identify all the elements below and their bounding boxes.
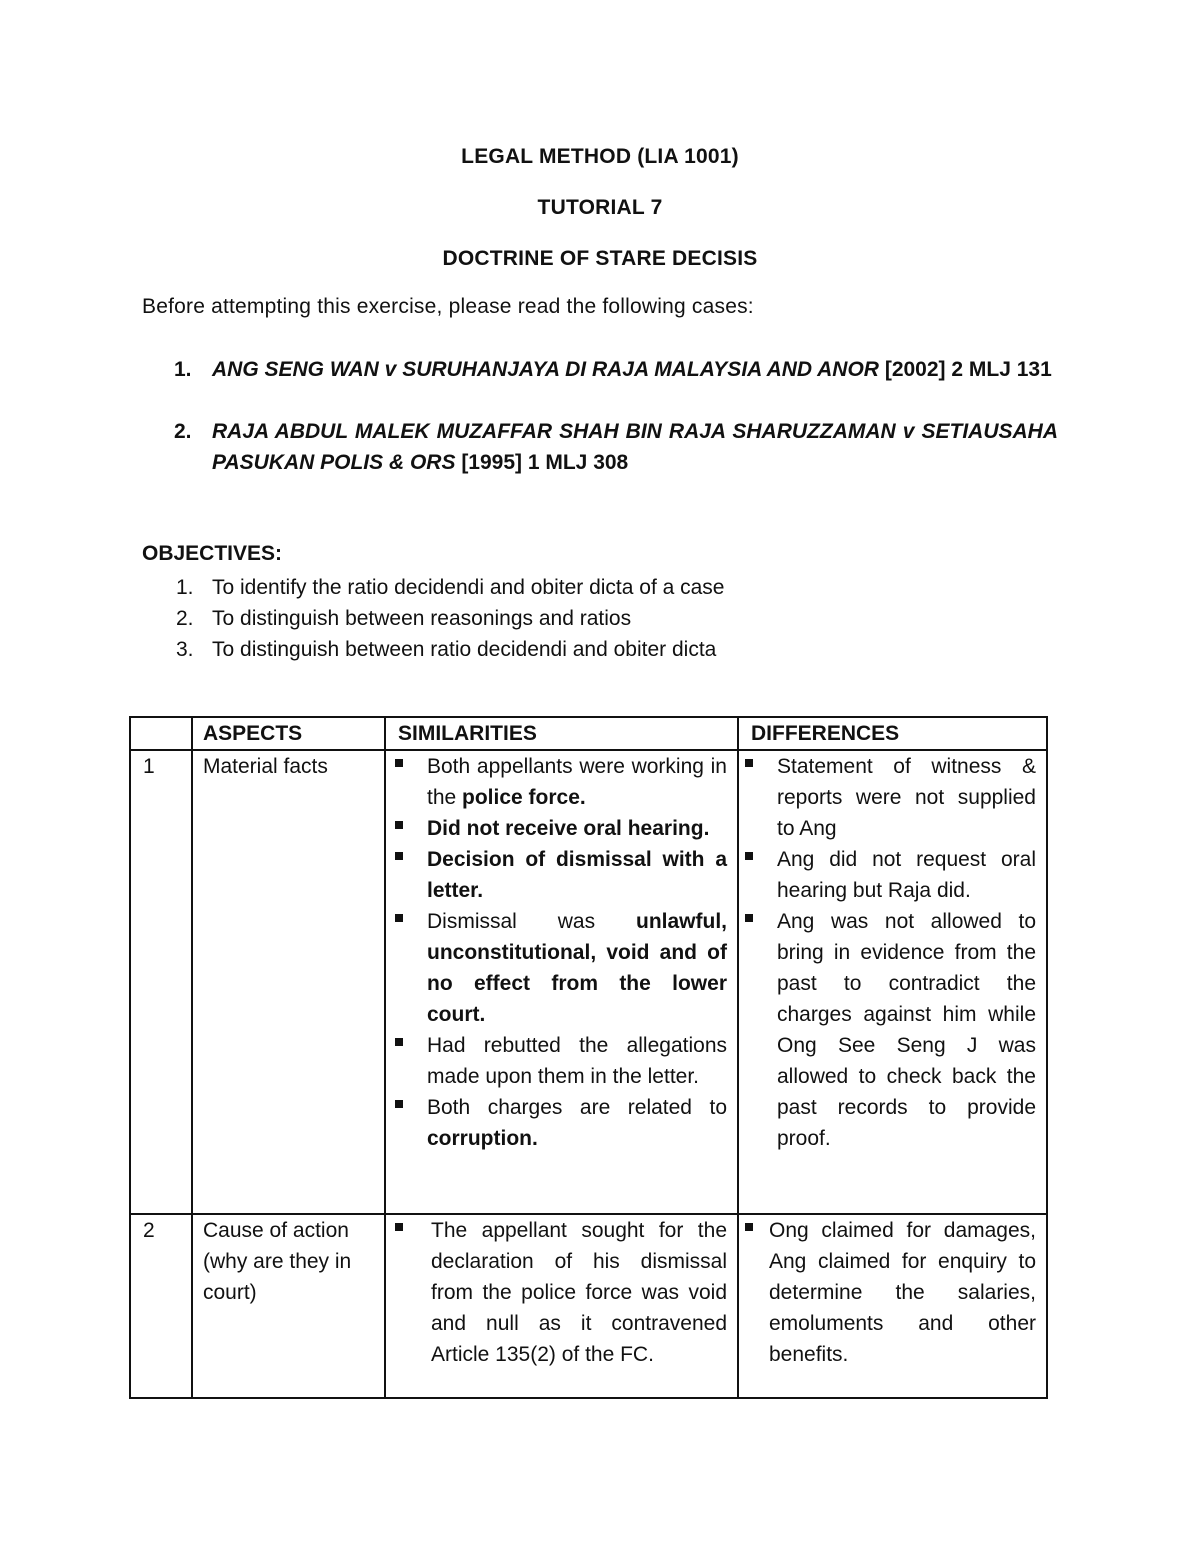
row-aspect: Material facts [192, 750, 385, 1214]
header-number [130, 717, 192, 750]
header-similarities: SIMILARITIES [385, 717, 738, 750]
differences-cell [738, 750, 1047, 1214]
bullet-icon [745, 852, 753, 860]
table-row [130, 750, 1047, 1214]
bullet-icon [395, 1038, 403, 1046]
objective-number: 3. [176, 638, 194, 661]
case-name: RAJA ABDUL MALEK MUZAFFAR SHAH BIN RAJA SHARUZZAMAN v SETIAUSAHA PASUKAN POLIS & ORS [212, 420, 1058, 474]
bullet-icon [395, 914, 403, 922]
objective-text: To distinguish between reasonings and ratios [212, 607, 632, 630]
objective-text: To distinguish between ratio decidendi and obiter dicta [212, 638, 717, 661]
list-item: The appellant sought for the declaration of his dismissal from the police force was void and null as it contravened Article 135(2) of the FC. [395, 1215, 727, 1370]
case-name: ANG SENG WAN v SURUHANJAYA DI RAJA MALAYSIA AND ANOR [212, 358, 879, 381]
objectives-title: OBJECTIVES: [142, 542, 283, 565]
list-item: Ang was not allowed to bring in evidence from the past to contradict the charges against him while Ong See Seng J was allowed to check back the past records to provide proof. [745, 906, 1036, 1154]
bullet-icon [745, 914, 753, 922]
bullet-icon [395, 759, 403, 767]
course-title: LEGAL METHOD (LIA 1001) [461, 145, 739, 168]
header-aspects: ASPECTS [192, 717, 385, 750]
similarities-cell [385, 750, 738, 1214]
case-citation: [2002] 2 MLJ 131 [884, 358, 1052, 381]
list-item: Statement of witness & reports were not supplied to Ang [745, 751, 1036, 844]
objective-number: 2. [176, 607, 194, 630]
bullet-icon [745, 759, 753, 767]
row-aspect: Cause of action (why are they in court) [192, 1214, 385, 1398]
case-citation: [1995] 1 MLJ 308 [461, 451, 629, 474]
bullet-icon [395, 821, 403, 829]
row-number: 1 [130, 750, 192, 1214]
case-text [212, 354, 1058, 385]
topic-title: DOCTRINE OF STARE DECISIS [442, 247, 758, 270]
objective-number: 1. [176, 576, 194, 599]
list-item: Had rebutted the allegations made upon them in the letter. [395, 1030, 727, 1092]
similarities-cell [385, 1214, 738, 1398]
row-number: 2 [130, 1214, 192, 1398]
comparison-table [129, 716, 1048, 1399]
bullet-icon [395, 1100, 403, 1108]
bullet-icon [745, 1223, 753, 1231]
table-row [130, 1214, 1047, 1398]
intro-text: Before attempting this exercise, please read the following cases: [142, 295, 754, 318]
bullet-icon [395, 1223, 403, 1231]
list-item: Both appellants were working in the police force. [395, 751, 727, 813]
list-item: Dismissal was unlawful, unconstitutional, void and of no effect from the lower court. [395, 906, 727, 1030]
list-item: Did not receive oral hearing. [395, 813, 727, 844]
list-item: Ong claimed for damages, Ang claimed for enquiry to determine the salaries, emoluments and other benefits. [745, 1215, 1036, 1370]
list-item: Ang did not request oral hearing but Raja did. [745, 844, 1036, 906]
case-text [212, 416, 1058, 478]
list-item: Decision of dismissal with a letter. [395, 844, 727, 906]
list-item: Both charges are related to corruption. [395, 1092, 727, 1154]
table-header-row [130, 717, 1047, 750]
case-number: 2. [174, 420, 192, 443]
header-differences: DIFFERENCES [738, 717, 1047, 750]
bullet-icon [395, 852, 403, 860]
tutorial-title: TUTORIAL 7 [537, 196, 663, 219]
objective-text: To identify the ratio decidendi and obiter dicta of a case [212, 576, 725, 599]
case-number: 1. [174, 358, 192, 381]
differences-cell [738, 1214, 1047, 1398]
